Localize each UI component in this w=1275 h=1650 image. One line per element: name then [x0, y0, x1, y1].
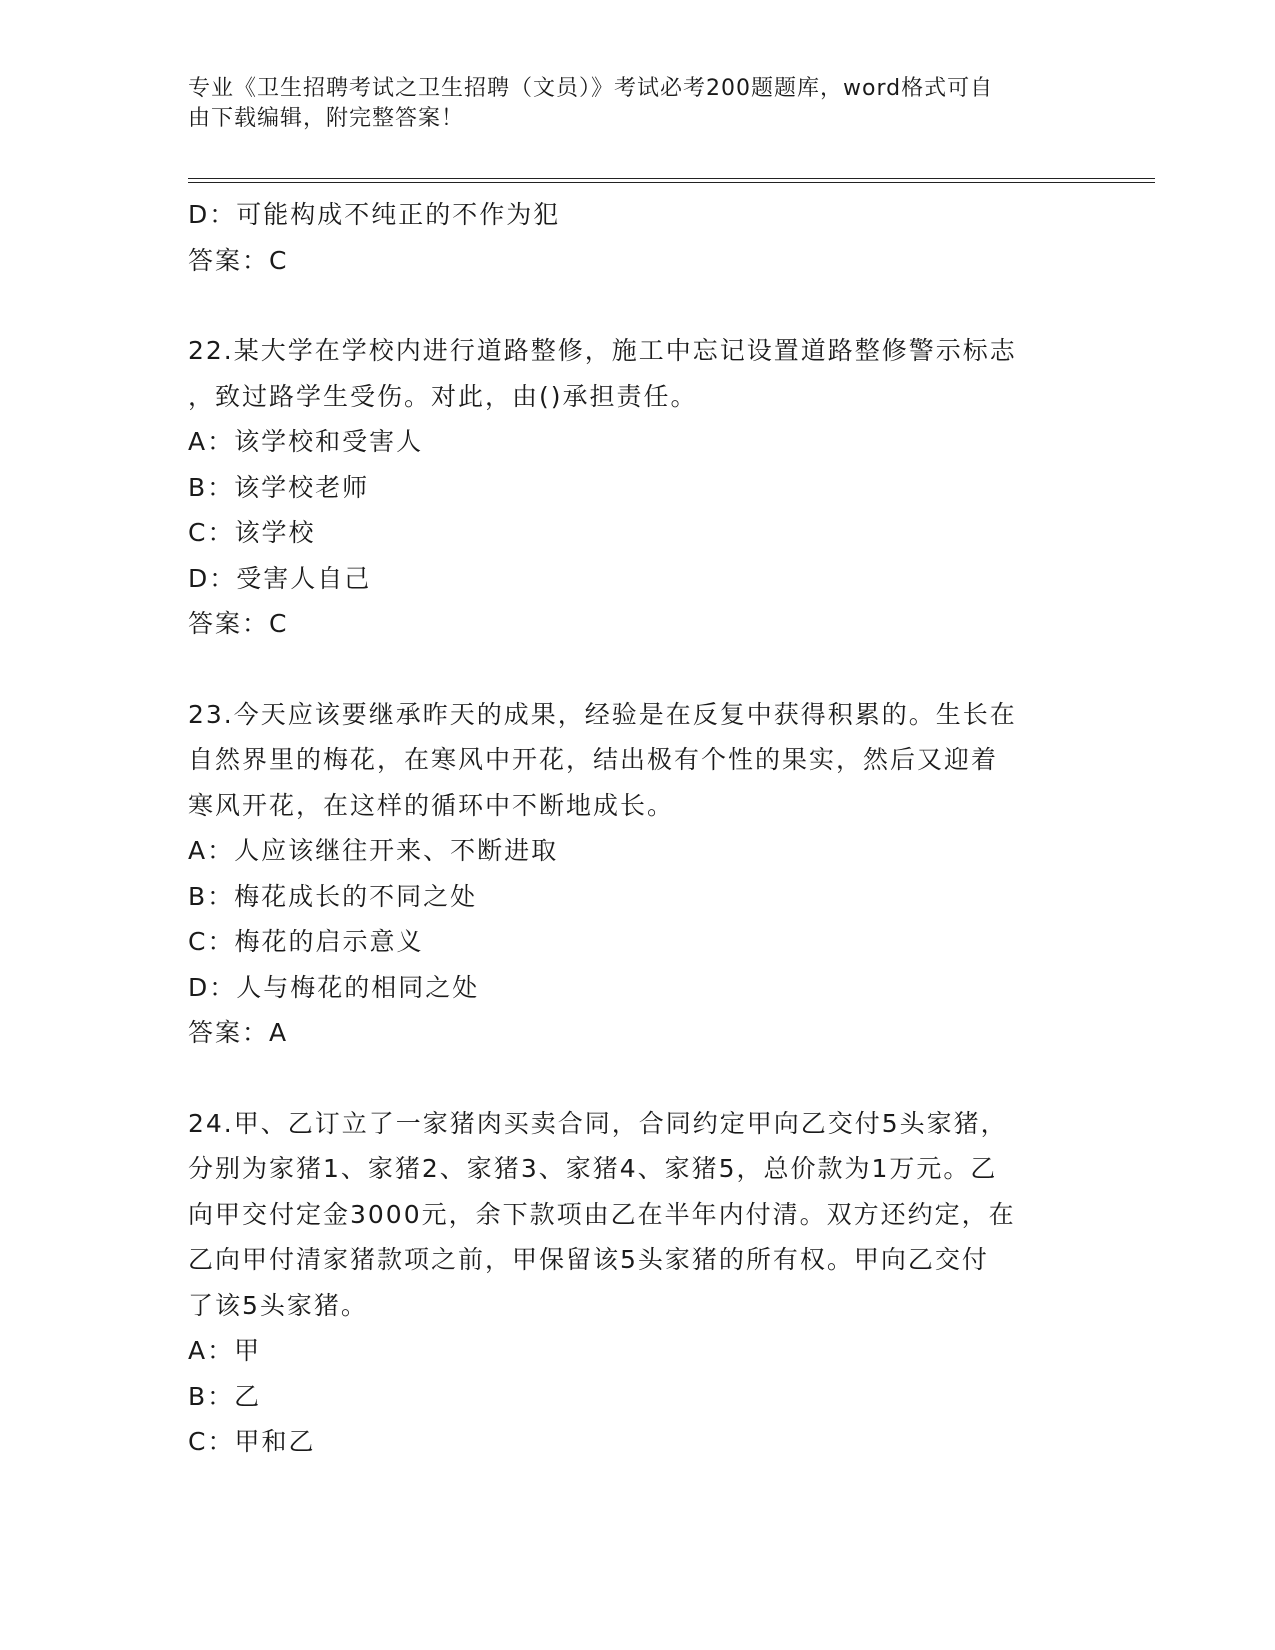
- document-header: [188, 74, 1068, 134]
- question-stem-line: 乙向甲付清家猪款项之前，甲保留该5头家猪的所有权。甲向乙交付: [188, 1245, 989, 1274]
- option-d: D：受害人自己: [188, 563, 372, 593]
- question-block-23: [188, 692, 1088, 1056]
- option-a: A：人应该继往开来、不断进取: [188, 836, 559, 865]
- option-b: B：梅花成长的不同之处: [188, 881, 478, 911]
- header-rule-bottom: [188, 182, 1155, 183]
- question-block-21: [188, 192, 1088, 283]
- option-a: A：甲: [188, 1336, 262, 1365]
- answer-line: 答案：C: [188, 609, 289, 638]
- option-c: C：该学校: [188, 518, 316, 547]
- spacer: [188, 283, 1088, 328]
- option-b: B：乙: [188, 1381, 262, 1411]
- question-block-22: [188, 328, 1088, 647]
- question-stem-line: 22.某大学在学校内进行道路整修，施工中忘记设置道路整修警示标志: [188, 336, 1017, 365]
- header-line-2: 由下载编辑，附完整答案！: [188, 106, 465, 131]
- option-d: D：人与梅花的相同之处: [188, 972, 480, 1002]
- question-stem-line: 了该5头家猪。: [188, 1290, 368, 1320]
- option-c: C：甲和乙: [188, 1427, 316, 1456]
- question-stem-line: 向甲交付定金3000元，余下款项由乙在半年内付清。双方还约定，在: [188, 1199, 1016, 1229]
- option-d: D：可能构成不纯正的不作为犯: [188, 200, 561, 229]
- question-list: [188, 192, 1088, 1465]
- question-stem-line: 24.甲、乙订立了一家猪肉买卖合同，合同约定甲向乙交付5头家猪，: [188, 1108, 1008, 1138]
- question-stem-line: 自然界里的梅花，在寒风中开花，结出极有个性的果实，然后又迎着: [188, 745, 999, 774]
- answer-line: 答案：C: [188, 245, 289, 275]
- question-stem-line: 寒风开花，在这样的循环中不断地成长。: [188, 790, 675, 820]
- header-line-1: 专业《卫生招聘考试之卫生招聘（文员）》考试必考200题题库，word格式可自: [188, 76, 994, 101]
- question-block-24: [188, 1101, 1088, 1465]
- option-c: C：梅花的启示意义: [188, 927, 424, 956]
- spacer: [188, 1056, 1088, 1101]
- option-a: A：该学校和受害人: [188, 427, 424, 456]
- question-stem-line: ，致过路学生受伤。对此，由()承担责任。: [188, 381, 698, 411]
- answer-line: 答案：A: [188, 1018, 289, 1047]
- header-rule-top: [188, 178, 1155, 179]
- option-b: B：该学校老师: [188, 472, 370, 502]
- spacer: [188, 647, 1088, 692]
- question-stem-line: 分别为家猪1、家猪2、家猪3、家猪4、家猪5，总价款为1万元。乙: [188, 1154, 998, 1183]
- question-stem-line: 23.今天应该要继承昨天的成果，经验是在反复中获得积累的。生长在: [188, 699, 1017, 729]
